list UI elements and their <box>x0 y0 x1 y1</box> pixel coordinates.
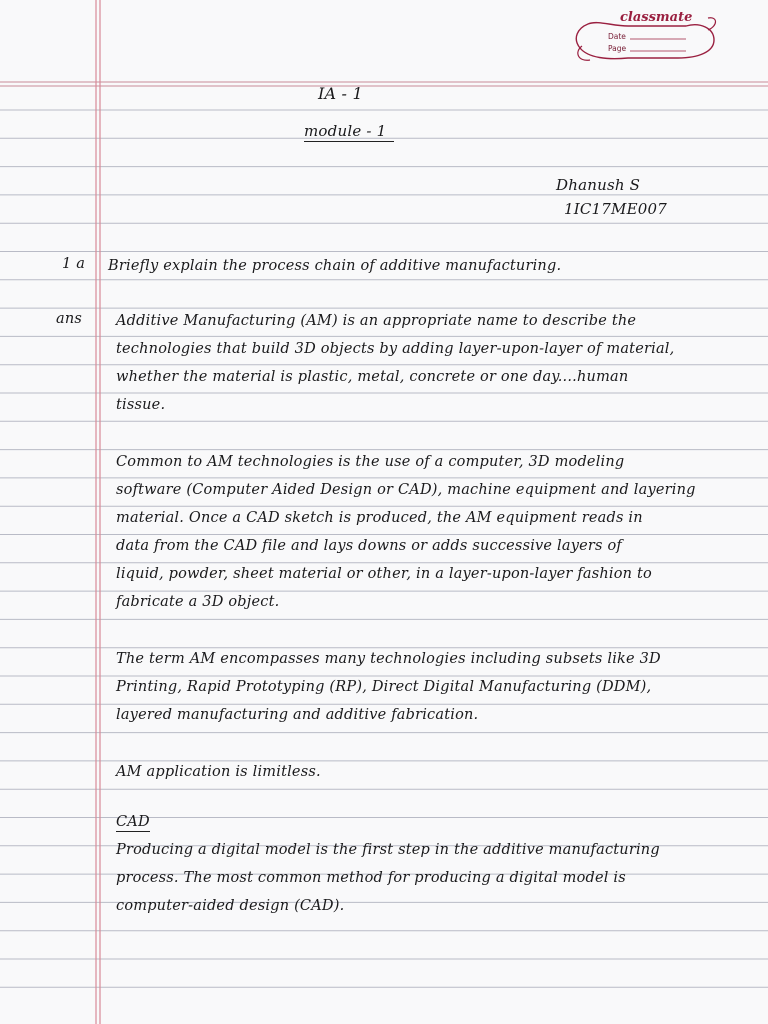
question-text: Briefly explain the process chain of additive manufacturing. <box>108 258 562 274</box>
cad-heading: CAD <box>116 814 150 830</box>
answer-line: Printing, Rapid Prototyping (RP), Direct Digital Manufacturing (DDM), <box>116 679 652 695</box>
logo-date-label: Date <box>608 32 626 41</box>
answer-line: fabricate a 3D object. <box>116 594 280 610</box>
page-subtitle: module - 1 <box>304 122 394 142</box>
student-name: Dhanush S <box>556 176 641 194</box>
answer-line: AM application is limitless. <box>116 764 321 780</box>
classmate-logo <box>568 6 720 66</box>
answer-line: layered manufacturing and additive fabrication. <box>116 707 479 723</box>
answer-line: Producing a digital model is the first step in the additive manufacturing <box>116 842 660 858</box>
page-title: IA - 1 <box>318 84 363 103</box>
answer-line: liquid, powder, sheet material or other, in a layer-upon-layer fashion to <box>116 566 652 582</box>
answer-line: data from the CAD file and lays downs or adds successive layers of <box>116 538 622 554</box>
answer-line: Additive Manufacturing (AM) is an appropriate name to describe the <box>116 313 637 329</box>
question-number: 1 a <box>62 256 86 272</box>
answer-line: tissue. <box>116 397 166 413</box>
logo-brand: classmate <box>620 10 693 25</box>
answer-line: software (Computer Aided Design or CAD), machine equipment and layering <box>116 482 696 498</box>
answer-label: ans <box>56 311 83 327</box>
logo-page-label: Page <box>608 44 627 53</box>
answer-line: Common to AM technologies is the use of a computer, 3D modeling <box>116 454 625 470</box>
answer-line: technologies that build 3D objects by adding layer-upon-layer of material, <box>116 341 675 357</box>
answer-line: process. The most common method for producing a digital model is <box>116 870 626 886</box>
answer-line: computer-aided design (CAD). <box>116 898 345 914</box>
answer-line: material. Once a CAD sketch is produced, the AM equipment reads in <box>116 510 643 526</box>
answer-line: The term AM encompasses many technologies including subsets like 3D <box>116 651 661 667</box>
student-usn: 1IC17ME007 <box>564 200 667 218</box>
answer-line: whether the material is plastic, metal, concrete or one day....human <box>116 369 629 385</box>
